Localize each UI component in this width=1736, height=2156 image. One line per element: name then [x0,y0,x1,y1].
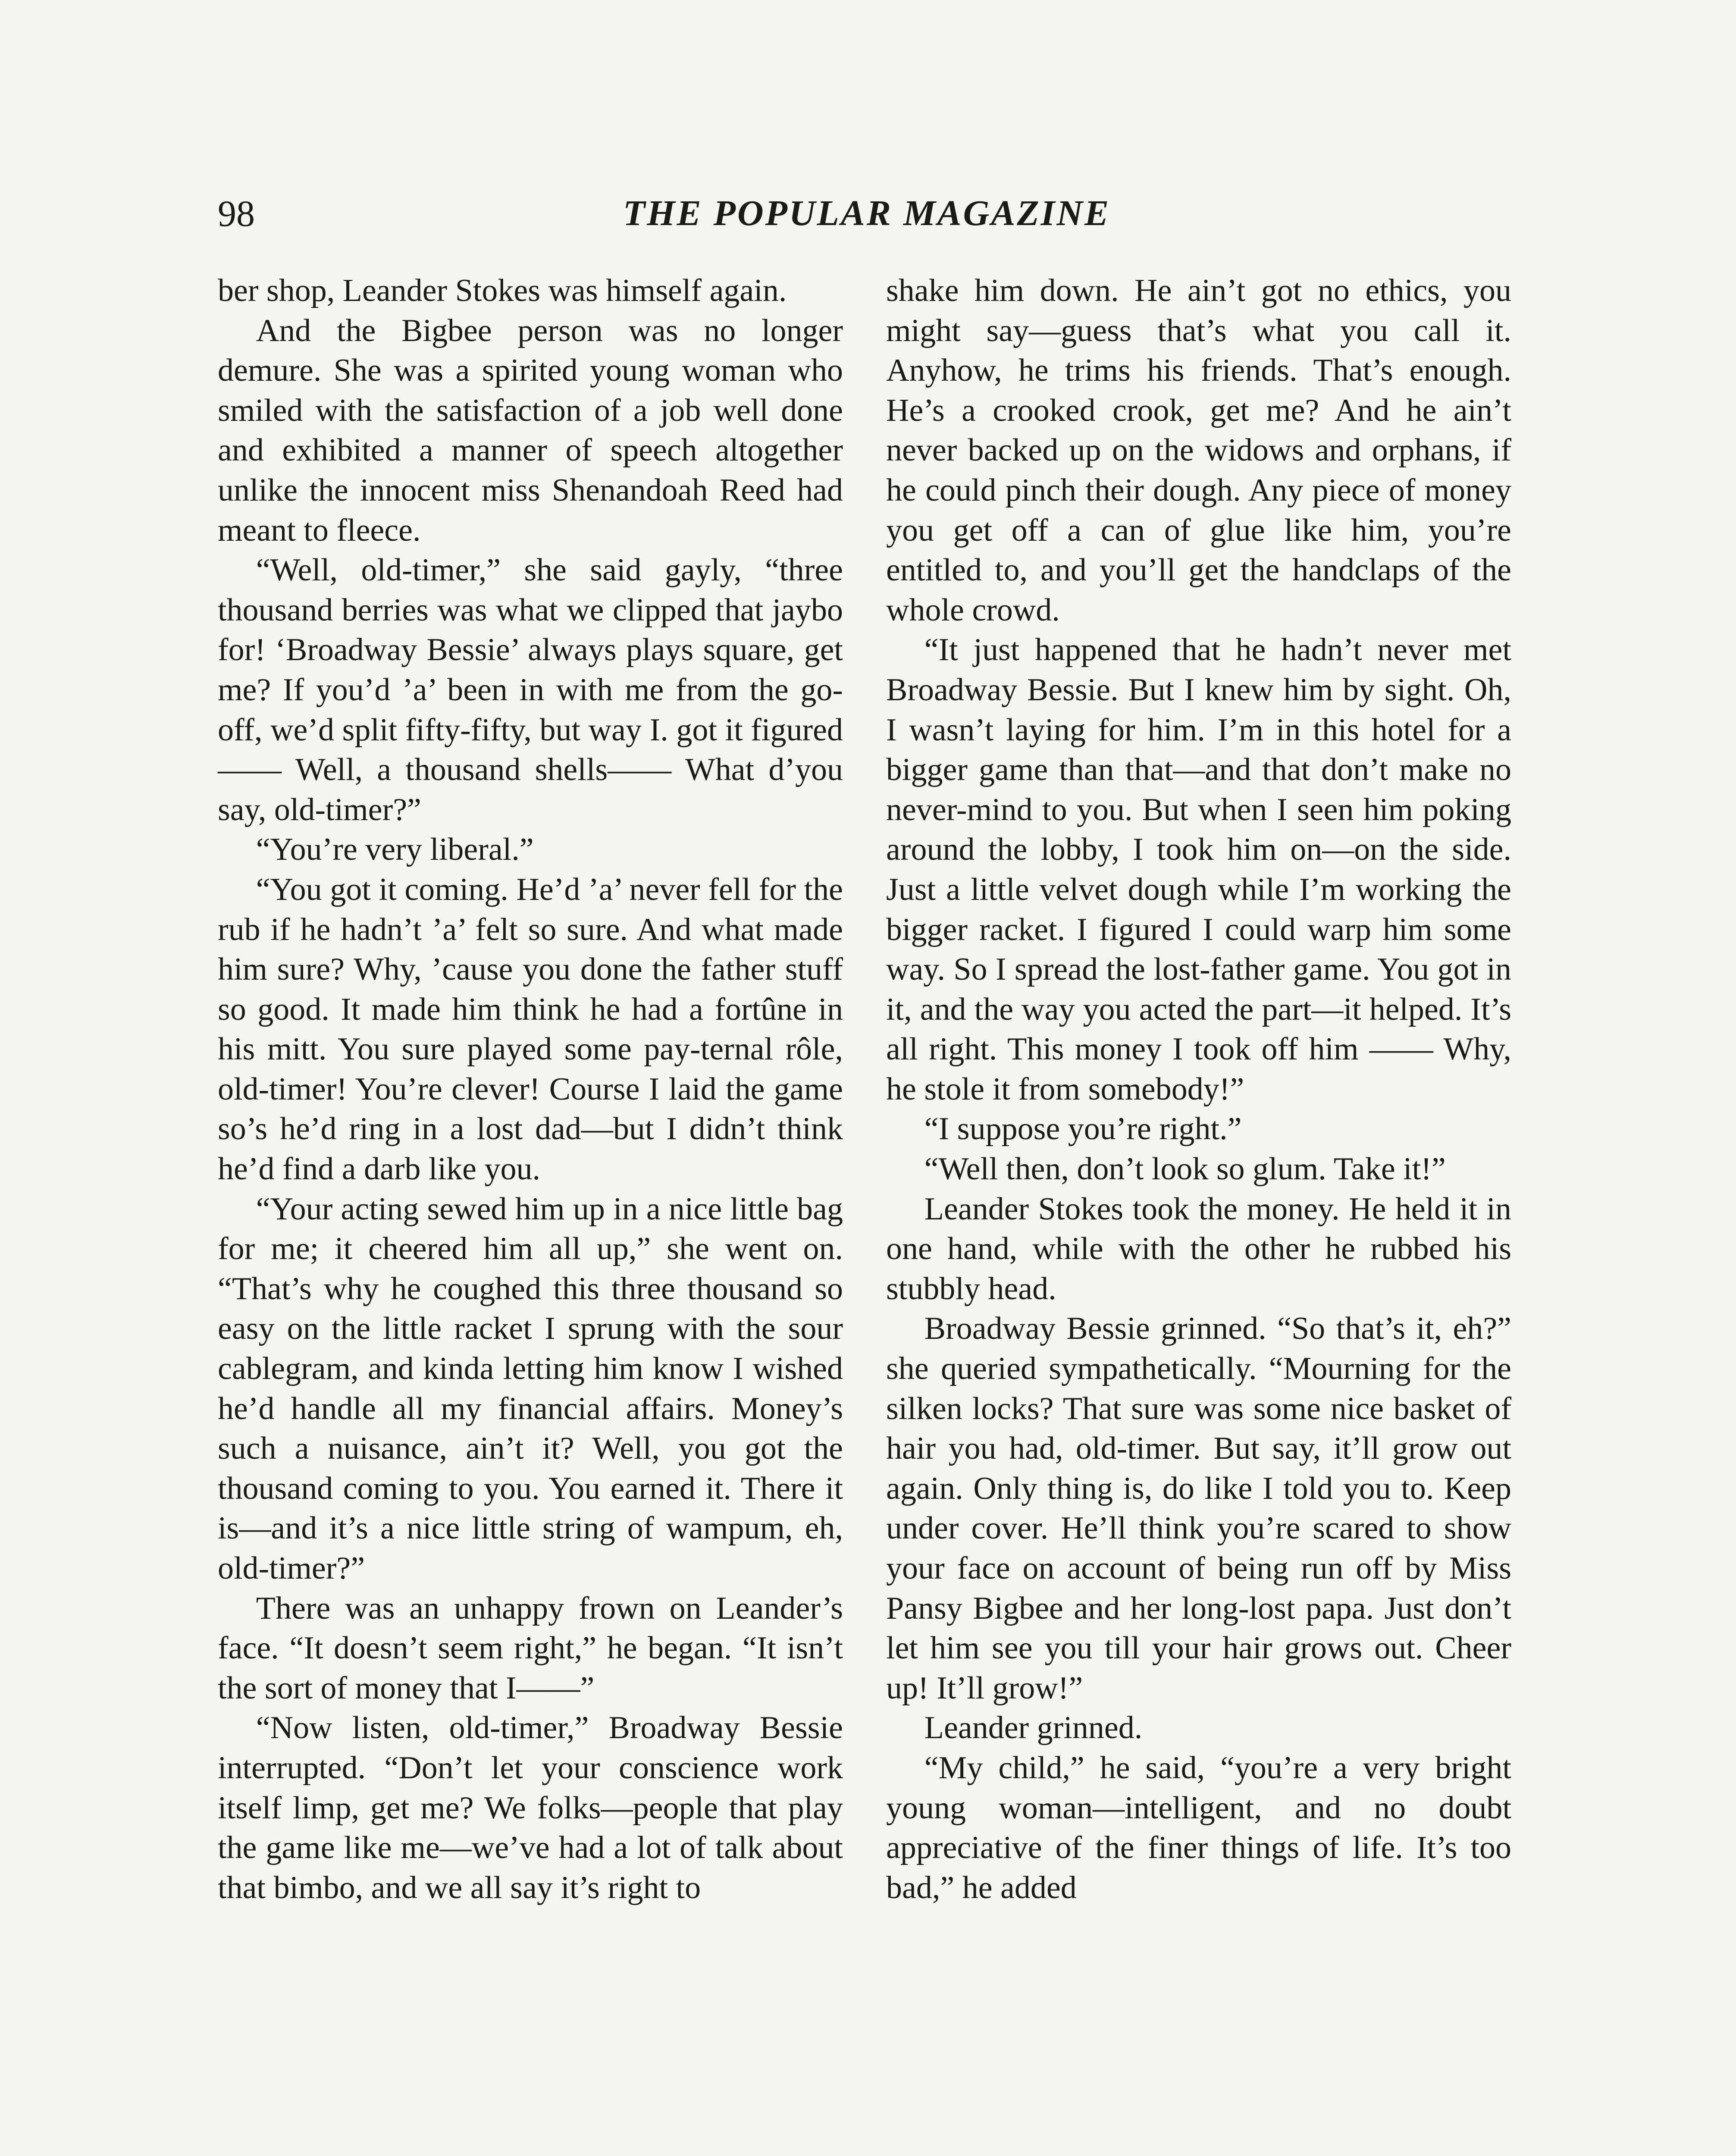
paragraph: Broadway Bessie grinned. “So that’s it, eh?” she queried sympathetically. “Mourning for the silken locks? That sure was some nice basket of hair you had, old-timer. But say, it’ll grow out again. Only thing is, do like I told you to. Keep under cover. He’ll think you’re scared to show your face on account of being run off by Miss Pansy Bigbee and her long-lost papa. Just don’t let him see you till your hair grows out. Cheer up! It’ll grow!” [886,1311,1511,1706]
running-title: THE POPULAR MAGAZINE [623,193,1111,233]
paragraph: “It just happened that he hadn’t never met Broadway Bessie. But I knew him by sight. Oh, I wasn’t laying for him. I’m in this hotel for a bigger game than that—and that don’t make no never-mind to you. But when I seen him poking around the lobby, I took him on—on the side. Just a little velvet dough while I’m working the bigger racket. I figured I could warp him some way. So I spread the lost-father game. You got in it, and the way you acted the part—it helped. It’s all right. This money I took off him —— Why, he stole it from somebody!” [886,632,1511,1107]
page-header [218,190,1516,241]
paragraph: And the Bigbee person was no longer demure. She was a spirited young woman who smiled with the satisfaction of a job well done and exhibited a manner of speech altogether unlike the innocent miss Shenandoah Reed had meant to fleece. [218,313,843,548]
page-number: 98 [218,193,255,234]
paragraph: “Now listen, old-timer,” Broadway Bessie interrupted. “Don’t let your conscience work itself limp, get me? We folks—people that play the game like me—we’ve had a lot of talk about that bimbo, and we all say it’s right to [218,1710,843,1905]
paragraph: “Well then, don’t look so glum. Take it!” [924,1151,1446,1187]
paragraph: “Your acting sewed him up in a nice little bag for me; it cheered him all up,” she went on. “That’s why he coughed this three thousand so easy on the little racket I sprung with the sour cablegram, and kinda letting him know I wished he’d handle all my financial affairs. Money’s such a nuisance, ain’t it? Well, you got the thousand coming to you. You earned it. There it is—and it’s a nice little string of wampum, eh, old-timer?” [218,1191,843,1586]
paragraph: ber shop, Leander Stokes was himself again. [218,273,787,308]
paragraph: shake him down. He ain’t got no ethics, you might say—guess that’s what you call it. Anyhow, he trims his friends. That’s enough. He’s a crooked crook, get me? And he ain’t never backed up on the widows and orphans, if he could pinch their dough. Any piece of money you get off a can of glue like him, you’re entitled to, and you’ll get the handclaps of the whole crowd. [886,273,1511,628]
paragraph: Leander grinned. [924,1710,1143,1746]
left-text-column [218,271,843,1908]
paragraph: “My child,” he said, “you’re a very bright young woman—intelligent, and no doubt appreciative of the finer things of life. It’s too bad,” he added [886,1750,1511,1905]
paragraph: “Well, old-timer,” she said gayly, “three thousand berries was what we clipped that jaybo for! ‘Broadway Bessie’ always plays square, get me? If you’d ’a’ been in with me from the go-off, we’d split fifty-fifty, but way I. got it figured—— Well, a thousand shells—— What d’you say, old-timer?” [218,552,843,827]
paragraph: There was an unhappy frown on Leander’s face. “It doesn’t seem right,” he began. “It isn’t the sort of money that I——” [218,1590,843,1706]
paragraph: “You got it coming. He’d ’a’ never fell for the rub if he hadn’t ’a’ felt so sure. And what made him sure? Why, ’cause you done the father stuff so good. It made him think he had a fortûne in his mitt. You sure played some pay-ternal rôle, old-timer! You’re clever! Course I laid the game so’s he’d ring in a lost dad—but I didn’t think he’d find a darb like you. [218,871,843,1187]
paragraph: Leander Stokes took the money. He held it in one hand, while with the other he rubbed his stubbly head. [886,1191,1511,1307]
paragraph: “You’re very liberal.” [256,832,534,868]
right-text-column [886,271,1511,1908]
paragraph: “I suppose you’re right.” [924,1111,1242,1147]
